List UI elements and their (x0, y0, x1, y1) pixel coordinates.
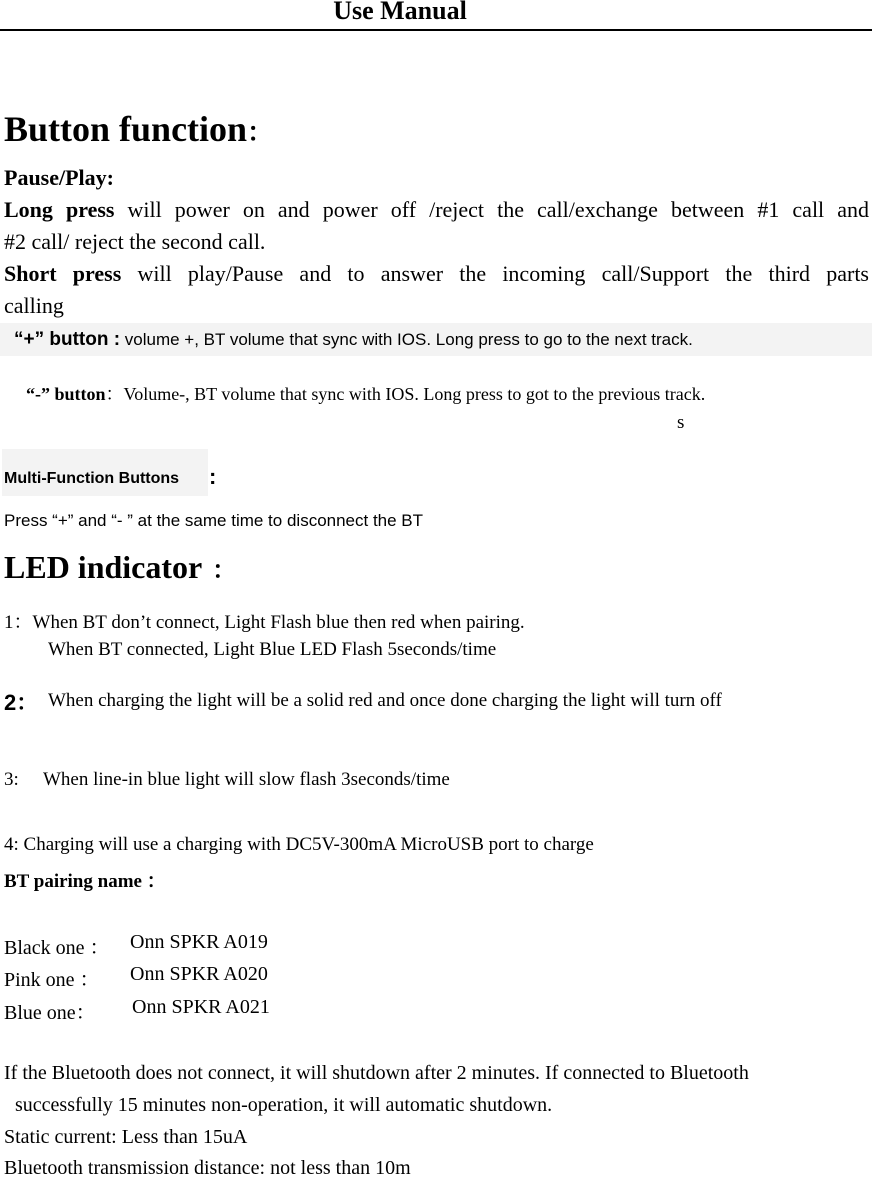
multi-function-label: Multi-Function Buttons (4, 470, 180, 487)
pairing-label-pink: Pink one ： (4, 969, 100, 991)
plus-button-line (14, 329, 693, 351)
led-item-1 (4, 607, 525, 634)
led-indicator-heading-text: LED indicator (4, 549, 203, 585)
pairing-value-pink: Onn SPKR A020 (130, 963, 268, 985)
page-title: Use Manual (333, 0, 467, 25)
led-item-3-text: When line-in blue light will slow flash 3seconds/time (43, 769, 450, 790)
pairing-value-blue: Onn SPKR A021 (132, 996, 270, 1018)
long-press-line1 (4, 197, 869, 223)
button-function-heading-text: Button function (4, 109, 248, 149)
plus-button-label: “+” button : (14, 329, 121, 350)
stray-character: s (677, 412, 685, 433)
bt-pairing-heading: BT pairing name ： (4, 871, 166, 892)
minus-button-colon: ： (105, 384, 124, 404)
static-current: Static current: Less than 15uA (4, 1126, 248, 1148)
led-item-2-num: 2： (4, 690, 39, 715)
short-press-label: Short press (4, 261, 122, 286)
multi-function-colon: : (209, 464, 217, 489)
led-item-1-num: 1： (4, 612, 33, 633)
button-function-heading (4, 108, 273, 150)
pairing-label-blue: Blue one： (4, 1002, 96, 1024)
short-press-text-line1: will play/Pause and to answer the incoming call/Support the third parts (121, 261, 869, 286)
led-item-4: 4: Charging will use a charging with DC5V-300mA MicroUSB port to charge (4, 834, 594, 855)
transmission-distance: Bluetooth transmission distance: not less than 10m (4, 1157, 411, 1179)
plus-button-text: volume +, BT volume that sync with IOS. Long press to go to the next track. (120, 330, 693, 349)
pairing-value-black: Onn SPKR A019 (130, 931, 268, 953)
auto-shutdown-line2: successfully 15 minutes non-operation, it will automatic shutdown. (15, 1094, 553, 1116)
minus-button-line (26, 380, 705, 406)
pairing-label-black: Black one ： (4, 937, 110, 959)
multi-function-text: Press “+” and “- ” at the same time to disconnect the BT (4, 511, 424, 530)
minus-button-label: “-” button (26, 384, 106, 404)
long-press-label: Long press (4, 197, 115, 222)
led-item-2-text: When charging the light will be a solid red and once done charging the light will turn off (48, 690, 722, 711)
short-press-line1 (4, 261, 869, 287)
minus-button-text: Volume-, BT volume that sync with IOS. Long press to got to the previous track. (123, 384, 706, 404)
led-indicator-heading (4, 549, 236, 586)
pause-play-label: Pause/Play: (4, 165, 114, 190)
led-item-3-num: 3: (4, 769, 19, 790)
auto-shutdown-line1: If the Bluetooth does not connect, it will shutdown after 2 minutes. If connected to Bluetooth (4, 1062, 749, 1084)
header-rule (0, 29, 872, 31)
led-item-1-line2: When BT connected, Light Blue LED Flash 5seconds/time (48, 639, 497, 660)
button-function-heading-colon: ： (247, 118, 274, 147)
long-press-text-line1: will power on and power off /reject the call/exchange between #1 call and (114, 197, 869, 222)
long-press-line2: #2 call/ reject the second call. (4, 229, 266, 254)
led-item-1-line1: When BT don’t connect, Light Flash blue then red when pairing. (32, 612, 525, 633)
led-indicator-heading-colon: ： (212, 558, 237, 584)
short-press-line2: calling (4, 293, 64, 318)
